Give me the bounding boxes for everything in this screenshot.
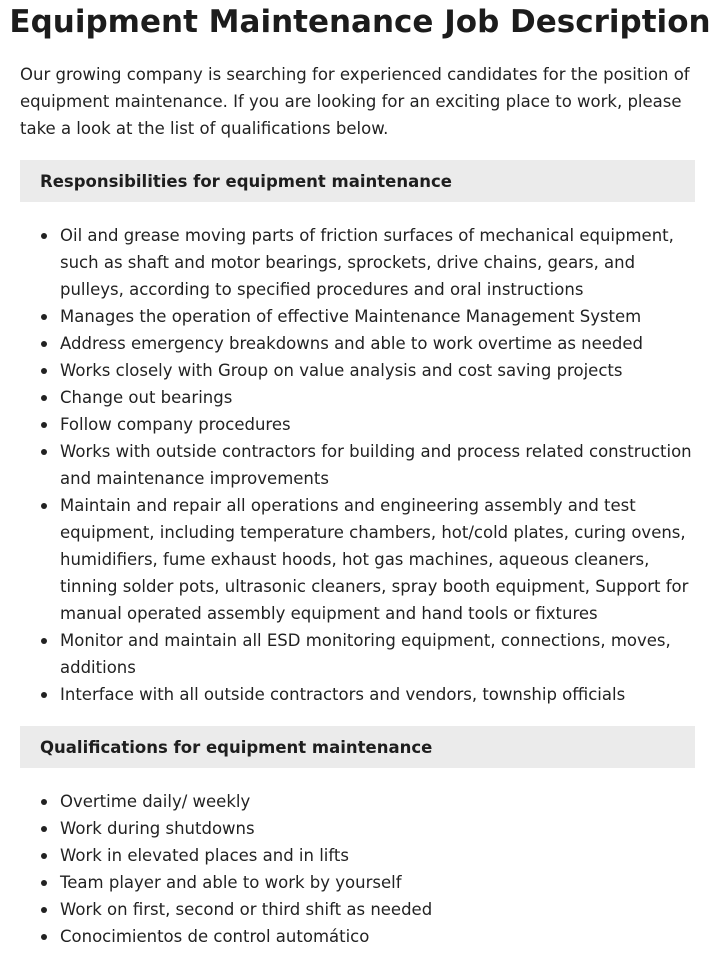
- list-item: Oil and grease moving parts of friction surfaces of mechanical equipment, such as shaft and motor bearings, sprockets, drive chains, gears, and pulleys, according to specified procedures and oral instructions: [0, 222, 720, 303]
- list-item: Monitor and maintain all ESD monitoring equipment, connections, moves, additions: [0, 627, 720, 681]
- list-item: Maintain and repair all operations and engineering assembly and test equipment, including temperature chambers, hot/cold plates, curing ovens, humidifiers, fume exhaust hoods, hot gas machines, aqueous cleaners, tinning solder pots, ultrasonic cleaners, spray booth equipment, Support for manual operated assembly equipment and hand tools or fixtures: [0, 492, 720, 627]
- responsibilities-list: [0, 222, 720, 708]
- page-title: Equipment Maintenance Job Description: [9, 4, 711, 40]
- qualifications-heading: Qualifications for equipment maintenance: [20, 726, 695, 768]
- list-item: Work in elevated places and in lifts: [0, 842, 720, 869]
- qualifications-list: [0, 788, 720, 950]
- list-item: Follow company procedures: [0, 411, 720, 438]
- intro-paragraph: Our growing company is searching for experienced candidates for the position of equipment maintenance. If you are looking for an exciting place to work, please take a look at the list of qualifications below.: [20, 65, 690, 138]
- list-item: Change out bearings: [0, 384, 720, 411]
- list-item: Address emergency breakdowns and able to work overtime as needed: [0, 330, 720, 357]
- list-item: Interface with all outside contractors and vendors, township officials: [0, 681, 720, 708]
- list-item: Team player and able to work by yourself: [0, 869, 720, 896]
- list-item: Overtime daily/ weekly: [0, 788, 720, 815]
- list-item: Works closely with Group on value analysis and cost saving projects: [0, 357, 720, 384]
- list-item: Works with outside contractors for building and process related construction and maintenance improvements: [0, 438, 720, 492]
- responsibilities-heading: Responsibilities for equipment maintenance: [20, 160, 695, 202]
- list-item: Manages the operation of effective Maintenance Management System: [0, 303, 720, 330]
- list-item: Work during shutdowns: [0, 815, 720, 842]
- list-item: Work on first, second or third shift as needed: [0, 896, 720, 923]
- list-item: Conocimientos de control automático: [0, 923, 720, 950]
